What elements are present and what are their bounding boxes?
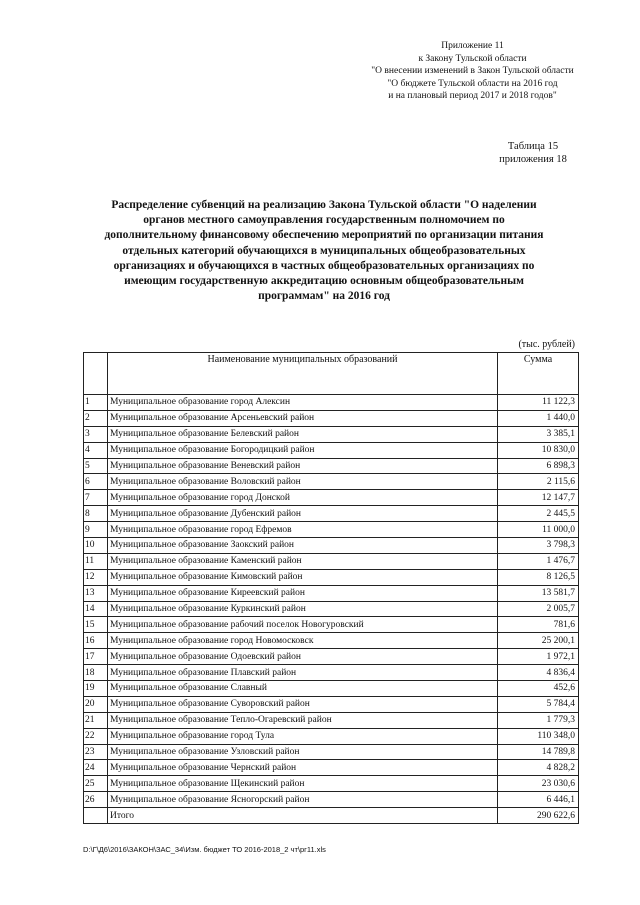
row-amount: 8 126,5 (498, 569, 579, 585)
appendix-line: и на плановый период 2017 и 2018 годов" (388, 91, 557, 101)
row-municipality: Муниципальное образование Суворовский район (108, 696, 498, 712)
row-number: 7 (84, 490, 108, 506)
table-row (84, 633, 579, 649)
table-ref-appendix: приложения 18 (499, 154, 567, 165)
table-row (84, 617, 579, 633)
row-municipality: Муниципальное образование Славный (108, 681, 498, 697)
row-amount: 2 115,6 (498, 474, 579, 490)
row-municipality: Муниципальное образование Киреевский район (108, 585, 498, 601)
total-label: Итого (108, 808, 498, 824)
row-number: 20 (84, 696, 108, 712)
table-row (84, 601, 579, 617)
table-row (84, 744, 579, 760)
row-amount: 452,6 (498, 681, 579, 697)
row-amount: 1 972,1 (498, 649, 579, 665)
title-line: дополнительному финансовому обеспечению мероприятий по организации питания (104, 229, 544, 242)
row-amount: 110 348,0 (498, 728, 579, 744)
table-row (84, 490, 579, 506)
row-amount: 4 836,4 (498, 665, 579, 681)
table-row (84, 474, 579, 490)
header-name: Наименование муниципальных образований (108, 353, 498, 395)
row-municipality: Муниципальное образование Ясногорский район (108, 792, 498, 808)
table-row (84, 522, 579, 538)
row-number: 19 (84, 681, 108, 697)
row-amount: 6 898,3 (498, 458, 579, 474)
table-row (84, 712, 579, 728)
header-num (84, 353, 108, 395)
appendix-line: "О бюджете Тульской области на 2016 год (387, 78, 558, 89)
row-number: 23 (84, 744, 108, 760)
row-amount: 2 005,7 (498, 601, 579, 617)
row-amount: 23 030,6 (498, 776, 579, 792)
title-line: организациях и обучающихся в частных общеобразовательных организациях по (113, 259, 535, 272)
row-amount: 1 476,7 (498, 553, 579, 569)
row-number: 21 (84, 712, 108, 728)
row-municipality: Муниципальное образование Дубенский район (108, 506, 498, 522)
row-municipality: Муниципальное образование город Алексин (108, 395, 498, 411)
header-sum: Сумма (498, 353, 579, 395)
row-municipality: Муниципальное образование Тепло-Огаревский район (108, 712, 498, 728)
row-amount: 11 122,3 (498, 395, 579, 411)
row-municipality: Муниципальное образование город Донской (108, 490, 498, 506)
row-amount: 1 779,3 (498, 712, 579, 728)
row-municipality: Муниципальное образование Плавский район (108, 665, 498, 681)
row-number: 15 (84, 617, 108, 633)
row-municipality: Муниципальное образование Веневский район (108, 458, 498, 474)
table-row (84, 395, 579, 411)
row-number: 3 (84, 426, 108, 442)
row-number: 6 (84, 474, 108, 490)
table-row (84, 426, 579, 442)
row-municipality: Муниципальное образование Кимовский район (108, 569, 498, 585)
table-row (84, 760, 579, 776)
row-municipality: Муниципальное образование Арсеньевский район (108, 410, 498, 426)
row-municipality: Муниципальное образование город Ефремов (108, 522, 498, 538)
row-number: 4 (84, 442, 108, 458)
row-amount: 2 445,5 (498, 506, 579, 522)
table-row (84, 681, 579, 697)
row-amount: 6 446,1 (498, 792, 579, 808)
table-row (84, 553, 579, 569)
row-municipality: Муниципальное образование город Тула (108, 728, 498, 744)
row-number: 26 (84, 792, 108, 808)
table-row (84, 410, 579, 426)
row-amount: 25 200,1 (498, 633, 579, 649)
table-row (84, 728, 579, 744)
total-sum: 290 622,6 (498, 808, 579, 824)
table-reference (488, 140, 578, 166)
row-amount: 1 440,0 (498, 410, 579, 426)
row-number: 22 (84, 728, 108, 744)
appendix-block (340, 40, 605, 103)
appendix-line: Приложение 11 (441, 41, 504, 51)
row-amount: 4 828,2 (498, 760, 579, 776)
table-row (84, 792, 579, 808)
row-municipality: Муниципальное образование Воловский район (108, 474, 498, 490)
subvention-table (83, 352, 579, 824)
row-amount: 14 789,8 (498, 744, 579, 760)
row-number: 25 (84, 776, 108, 792)
table-row (84, 776, 579, 792)
row-number: 17 (84, 649, 108, 665)
row-municipality: Муниципальное образование Щекинский район (108, 776, 498, 792)
row-number: 5 (84, 458, 108, 474)
table-row (84, 538, 579, 554)
title-line: имеющим государственную аккредитацию основным общеобразовательным (124, 275, 524, 288)
row-number: 11 (84, 553, 108, 569)
table-row (84, 696, 579, 712)
row-municipality: Муниципальное образование Узловский район (108, 744, 498, 760)
table-row (84, 506, 579, 522)
row-number: 1 (84, 395, 108, 411)
row-municipality: Муниципальное образование рабочий поселок Новогуровский (108, 617, 498, 633)
file-path-footer: D:\Г\Д6\2016\ЗАКОН\ЗАС_34\Изм. бюджет ТО 2016-2018_2 чт\рг11.xls (83, 845, 326, 854)
table-body (84, 395, 579, 808)
table-row (84, 458, 579, 474)
title-line: Распределение субвенций на реализацию Закона Тульской области "О наделении (111, 199, 537, 211)
row-municipality: Муниципальное образование Белевский район (108, 426, 498, 442)
row-number: 18 (84, 665, 108, 681)
table-ref-number: Таблица 15 (507, 141, 559, 152)
row-municipality: Муниципальное образование Заокский район (108, 538, 498, 554)
row-amount: 781,6 (498, 617, 579, 633)
row-municipality: Муниципальное образование город Новомосковск (108, 633, 498, 649)
title-line: органов местного самоуправления государственным полномочием по (143, 214, 505, 227)
appendix-line: "О внесении изменений в Закон Тульской области (371, 66, 574, 76)
row-amount: 3 385,1 (498, 426, 579, 442)
row-number: 10 (84, 538, 108, 554)
table-row (84, 649, 579, 665)
table-row (84, 569, 579, 585)
row-amount: 10 830,0 (498, 442, 579, 458)
row-municipality: Муниципальное образование Богородицкий район (108, 442, 498, 458)
table-total-row (84, 808, 579, 824)
row-amount: 5 784,4 (498, 696, 579, 712)
row-number: 16 (84, 633, 108, 649)
document-title (85, 198, 563, 304)
title-line: отдельных категорий обучающихся в муниципальных общеобразовательных (122, 244, 526, 257)
row-number: 14 (84, 601, 108, 617)
row-municipality: Муниципальное образование Каменский район (108, 553, 498, 569)
row-municipality: Муниципальное образование Чернский район (108, 760, 498, 776)
table-header-row (84, 353, 579, 395)
total-num (84, 808, 108, 824)
row-amount: 12 147,7 (498, 490, 579, 506)
row-number: 8 (84, 506, 108, 522)
row-number: 12 (84, 569, 108, 585)
title-line: программам" на 2016 год (258, 290, 390, 303)
row-municipality: Муниципальное образование Куркинский район (108, 601, 498, 617)
row-amount: 3 798,3 (498, 538, 579, 554)
appendix-line: к Закону Тульской области (418, 53, 527, 64)
row-number: 9 (84, 522, 108, 538)
row-amount: 13 581,7 (498, 585, 579, 601)
row-municipality: Муниципальное образование Одоевский район (108, 649, 498, 665)
row-number: 13 (84, 585, 108, 601)
row-number: 24 (84, 760, 108, 776)
row-number: 2 (84, 410, 108, 426)
table-row (84, 442, 579, 458)
table-row (84, 665, 579, 681)
units-label: (тыс. рублей) (518, 339, 575, 350)
row-amount: 11 000,0 (498, 522, 579, 538)
table-row (84, 585, 579, 601)
